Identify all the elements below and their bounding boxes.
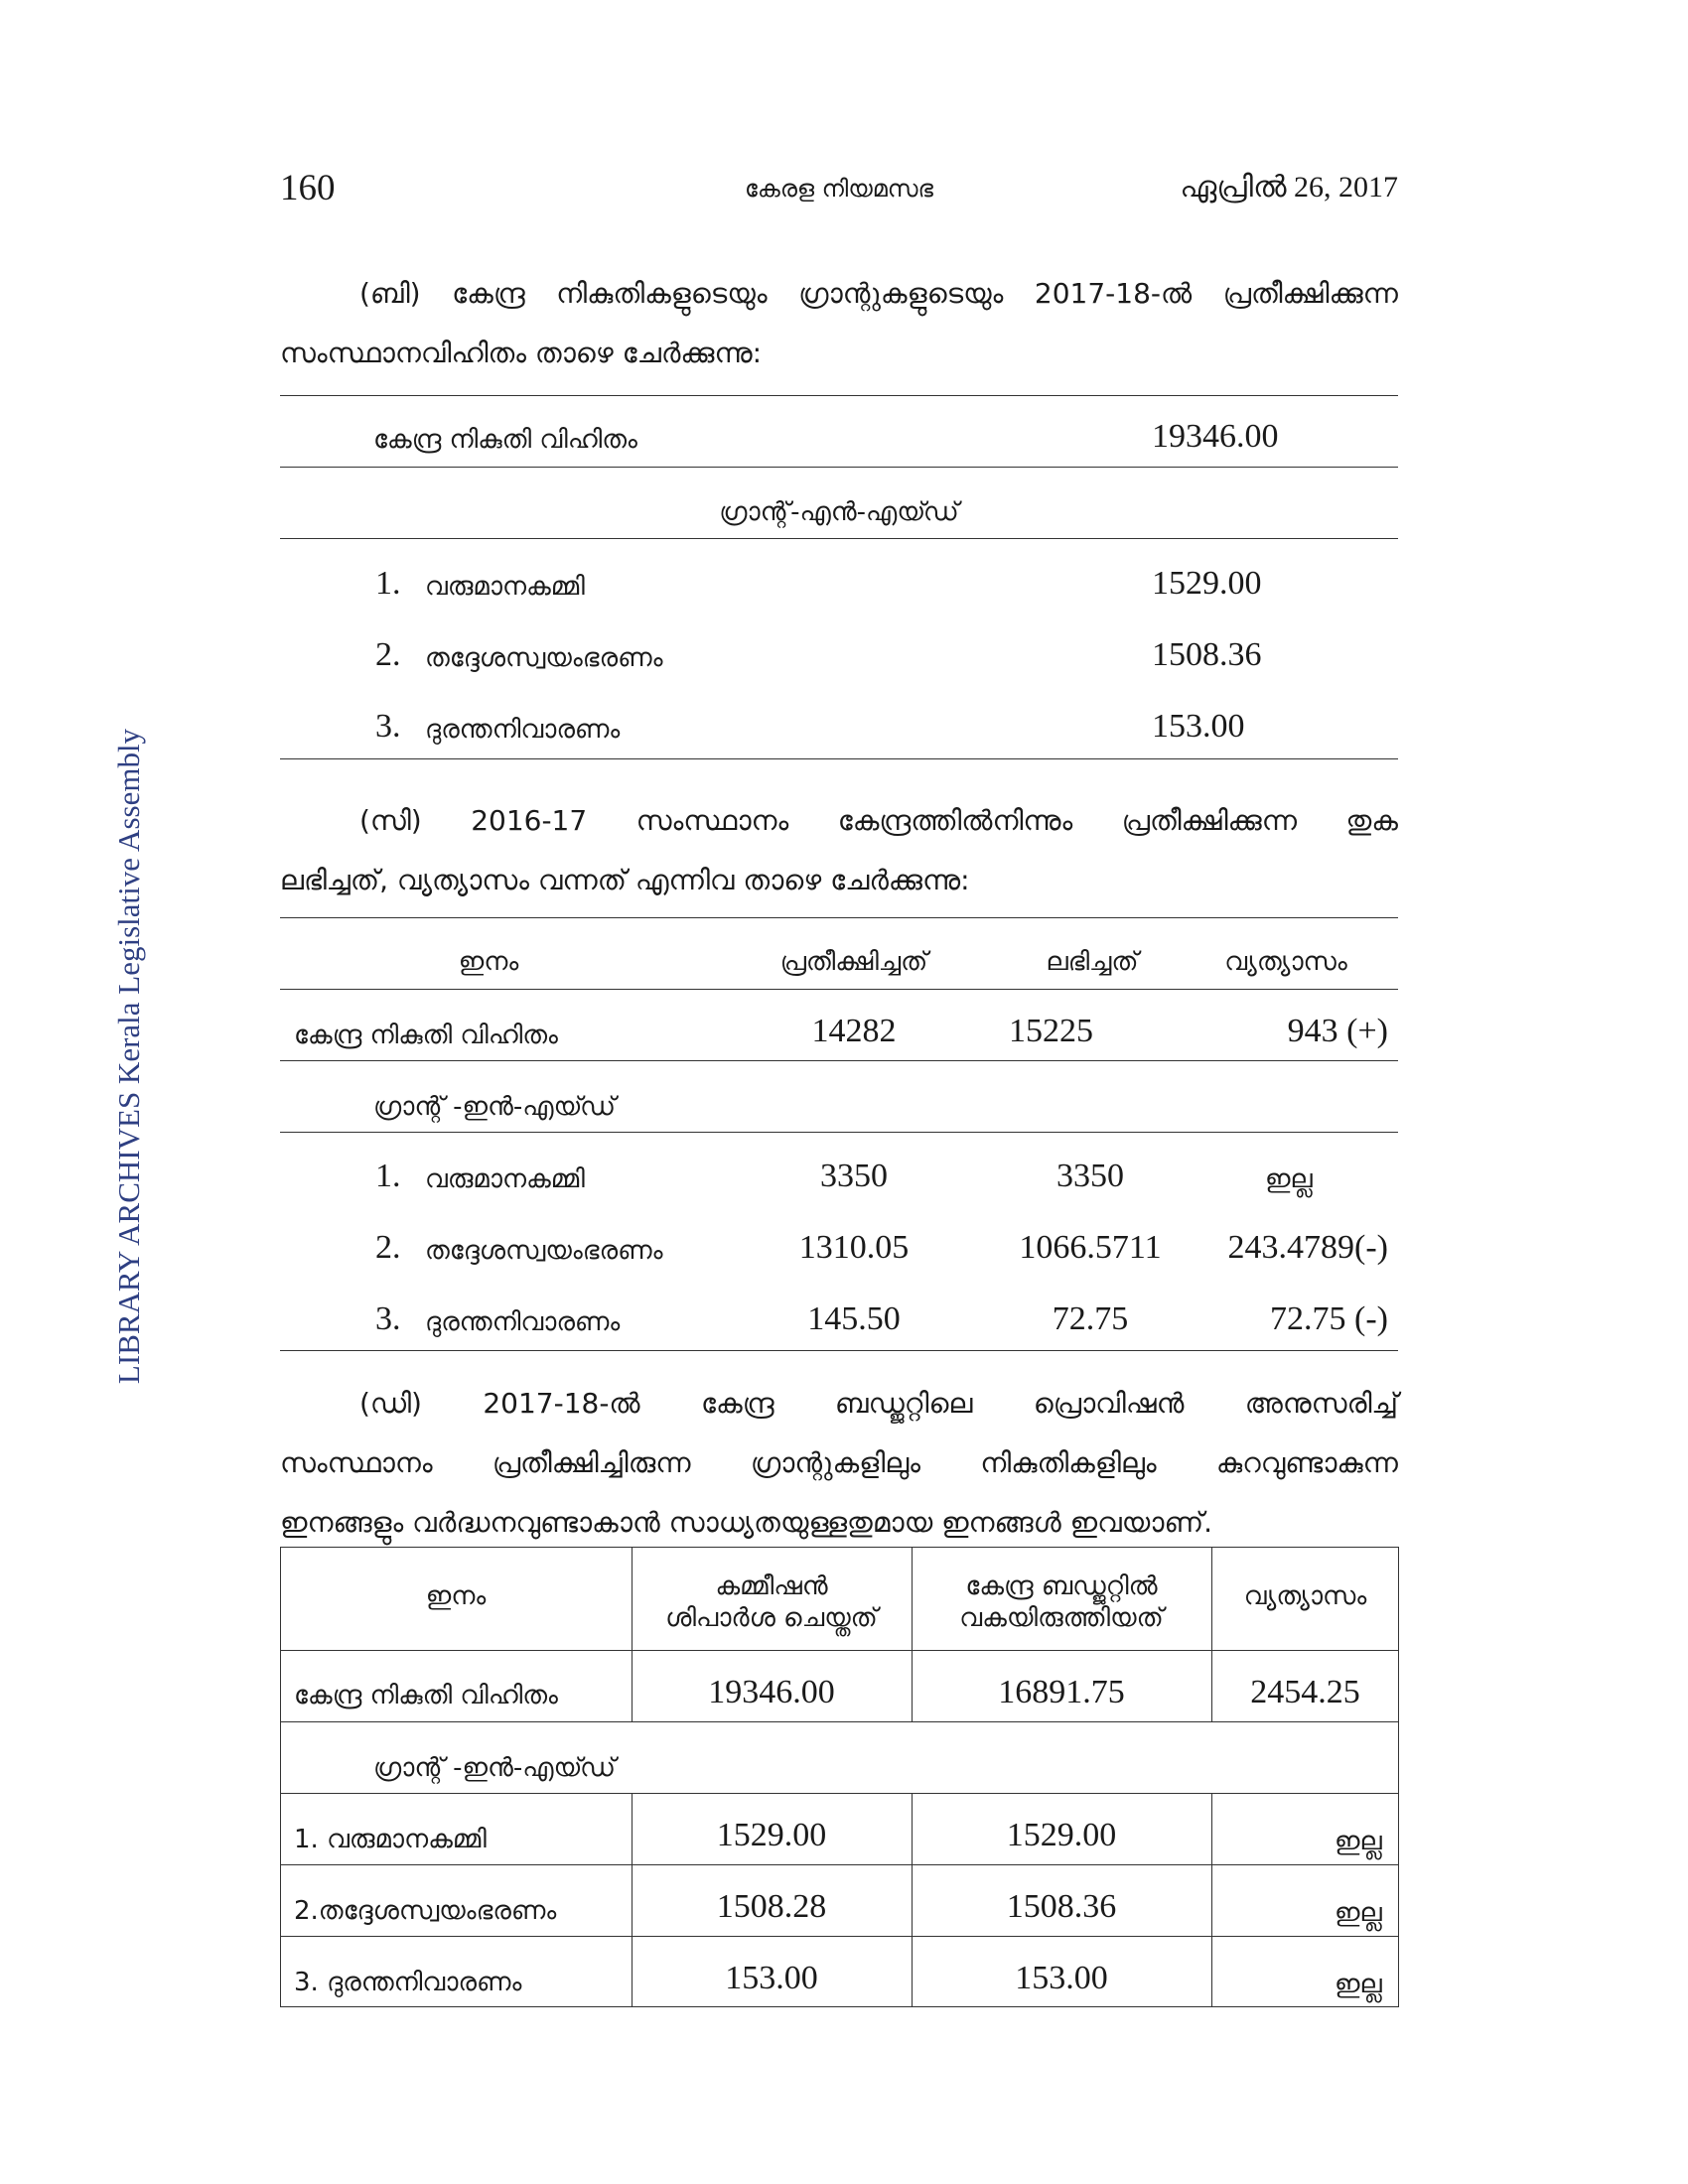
header-title: കേരള നിയമസഭ: [744, 175, 934, 203]
table-rule: [280, 758, 1398, 759]
budget-value: 1529.00: [1006, 1817, 1117, 1853]
header-received: ലഭിച്ചത്: [1046, 947, 1139, 977]
header-commission-line-2: ശിപാർശ ചെയ്തത്: [665, 1603, 878, 1633]
table-rule: [280, 1350, 1398, 1351]
table-rule: [280, 1936, 1399, 1937]
row-label: 2.തദ്ദേശസ്വയംഭരണം: [294, 1896, 557, 1926]
received-value: 15225: [1009, 1013, 1093, 1049]
side-stamp-text: LIBRARY ARCHIVES Kerala Legislative Assembly: [111, 728, 146, 1385]
section-d-line-2: സംസ്ഥാനം പ്രതീക്ഷിച്ചിരുന്ന ഗ്രാന്റുകളിലും നികുതികളിലും കുറവുണ്ടാകുന്ന: [280, 1446, 1398, 1479]
header-difference: വ്യത്യാസം: [1243, 1581, 1367, 1611]
row-label: വരുമാനകമ്മി: [425, 1164, 585, 1194]
received-value: 72.75: [1052, 1300, 1129, 1337]
section-c-line-2: ലഭിച്ചത്, വ്യത്യാസം വന്നത് എന്നിവ താഴെ ചേർക്കുന്നു:: [280, 864, 970, 896]
table-rule: [280, 467, 1398, 468]
commission-value: 1529.00: [716, 1817, 827, 1853]
header-budget-line-1: കേന്ദ്ര ബഡ്ജറ്റിൽ: [965, 1571, 1158, 1601]
difference-value: ഇല്ല: [1335, 1827, 1382, 1856]
commission-value: 1508.28: [716, 1888, 827, 1925]
tax-share-label: കേന്ദ്ര നികുതി വിഹിതം: [294, 1021, 558, 1050]
difference-value: 72.75 (-): [1270, 1300, 1388, 1337]
section-b-line-2: സംസ്ഥാനവിഹിതം താഴെ ചേർക്കുന്നു:: [280, 337, 763, 369]
difference-value: 243.4789(-): [1227, 1229, 1388, 1266]
section-d-line-3: ഇനങ്ങളും വർദ്ധനവുണ്ടാകാൻ സാധ്യതയുള്ളതുമായ ഇനങ്ങൾ ഇവയാണ്.: [280, 1506, 1212, 1539]
difference-value: 2454.25: [1250, 1674, 1360, 1710]
grant-heading: ഗ്രാന്റ് -ഇൻ-എയ്ഡ്: [373, 1753, 616, 1783]
row-label: തദ്ദേശസ്വയംഭരണം: [425, 1236, 663, 1266]
commission-value: 19346.00: [708, 1674, 835, 1710]
row-label: ദുരന്തനിവാരണം: [425, 1307, 621, 1337]
table-rule: [280, 1650, 1399, 1651]
row-number: 3.: [375, 708, 401, 745]
table-rule: [280, 1721, 1399, 1722]
grant-heading: ഗ്രാന്റ്-എൻ-എയ്ഡ്: [719, 497, 959, 527]
grant-heading: ഗ്രാന്റ് -ഇൻ-എയ്ഡ്: [373, 1092, 616, 1122]
header-date: ഏപ്രിൽ 26, 2017: [1180, 171, 1398, 204]
tax-share-value: 19346.00: [1152, 418, 1279, 455]
table-rule: [280, 989, 1398, 990]
table-rule: [280, 1793, 1399, 1794]
page-number: 160: [280, 168, 336, 208]
section-c-line-1: (സി) 2016-17 സംസ്ഥാനം കേന്ദ്രത്തിൽനിന്നും പ്രതീക്ഷിക്കുന്ന തുക: [359, 804, 1398, 837]
budget-value: 153.00: [1015, 1960, 1108, 1996]
row-label: തദ്ദേശസ്വയംഭരണം: [425, 643, 663, 673]
budget-value: 16891.75: [998, 1674, 1125, 1710]
row-number: 3.: [375, 1300, 401, 1337]
budget-value: 1508.36: [1006, 1888, 1117, 1925]
tax-share-label: കേന്ദ്ര നികുതി വിഹിതം: [294, 1681, 558, 1710]
difference-value: ഇല്ല: [1335, 1898, 1382, 1928]
row-value: 1508.36: [1152, 636, 1262, 673]
tax-share-label: കേന്ദ്ര നികുതി വിഹിതം: [373, 425, 637, 455]
row-value: 1529.00: [1152, 565, 1262, 602]
row-label: ദുരന്തനിവാരണം: [425, 715, 621, 745]
header-commission-line-1: കമ്മീഷൻ: [715, 1571, 828, 1601]
row-value: 153.00: [1152, 708, 1245, 745]
expected-value: 14282: [811, 1013, 897, 1049]
table-rule: [280, 1864, 1399, 1865]
header-commission: [632, 1570, 912, 1634]
row-number: 1.: [375, 1158, 401, 1194]
row-number: 2.: [375, 1229, 401, 1266]
row-label: 3. ദുരന്തനിവാരണം: [294, 1968, 522, 1997]
commission-value: 153.00: [725, 1960, 818, 1996]
header-item: ഇനം: [425, 1581, 487, 1611]
table-rule: [280, 1060, 1398, 1061]
header-expected: പ്രതീക്ഷിച്ചത്: [779, 947, 928, 977]
table-rule: [280, 1132, 1398, 1133]
difference-value: ഇല്ല: [1265, 1164, 1313, 1194]
header-difference: വ്യത്യാസം: [1224, 947, 1347, 977]
received-value: 3350: [1056, 1158, 1124, 1194]
section-c-paragraph: [280, 791, 1398, 910]
table-column-rule: [1211, 1793, 1212, 2007]
section-d-line-1: (ഡി) 2017-18-ൽ കേന്ദ്ര ബഡ്ജറ്റിലെ പ്രൊവിഷൻ അനുസരിച്ച്: [359, 1387, 1398, 1420]
table-rule: [280, 395, 1398, 396]
expected-value: 3350: [820, 1158, 888, 1194]
table-rule: [280, 538, 1398, 539]
header-item: ഇനം: [458, 947, 519, 977]
row-number: 2.: [375, 636, 401, 673]
header-budget-line-2: വകയിരുത്തിയത്: [959, 1603, 1164, 1633]
received-value: 1066.5711: [1019, 1229, 1162, 1266]
row-label: 1. വരുമാനകമ്മി: [294, 1825, 487, 1854]
section-b-paragraph: [280, 264, 1398, 383]
expected-value: 1310.05: [798, 1229, 910, 1266]
difference-value: 943 (+): [1287, 1013, 1388, 1049]
page-header: [280, 167, 1398, 216]
row-number: 1.: [375, 565, 401, 602]
section-d-paragraph: [280, 1374, 1398, 1553]
table-rule: [280, 917, 1398, 918]
expected-value: 145.50: [807, 1300, 901, 1337]
section-b-line-1: (ബി) കേന്ദ്ര നികുതികളുടെയും ഗ്രാന്റുകളുടെയും 2017-18-ൽ പ്രതീക്ഷിക്കുന്ന: [359, 277, 1398, 310]
header-budget: [912, 1570, 1211, 1634]
difference-value: ഇല്ല: [1335, 1970, 1382, 1999]
row-label: വരുമാനകമ്മി: [425, 572, 585, 602]
